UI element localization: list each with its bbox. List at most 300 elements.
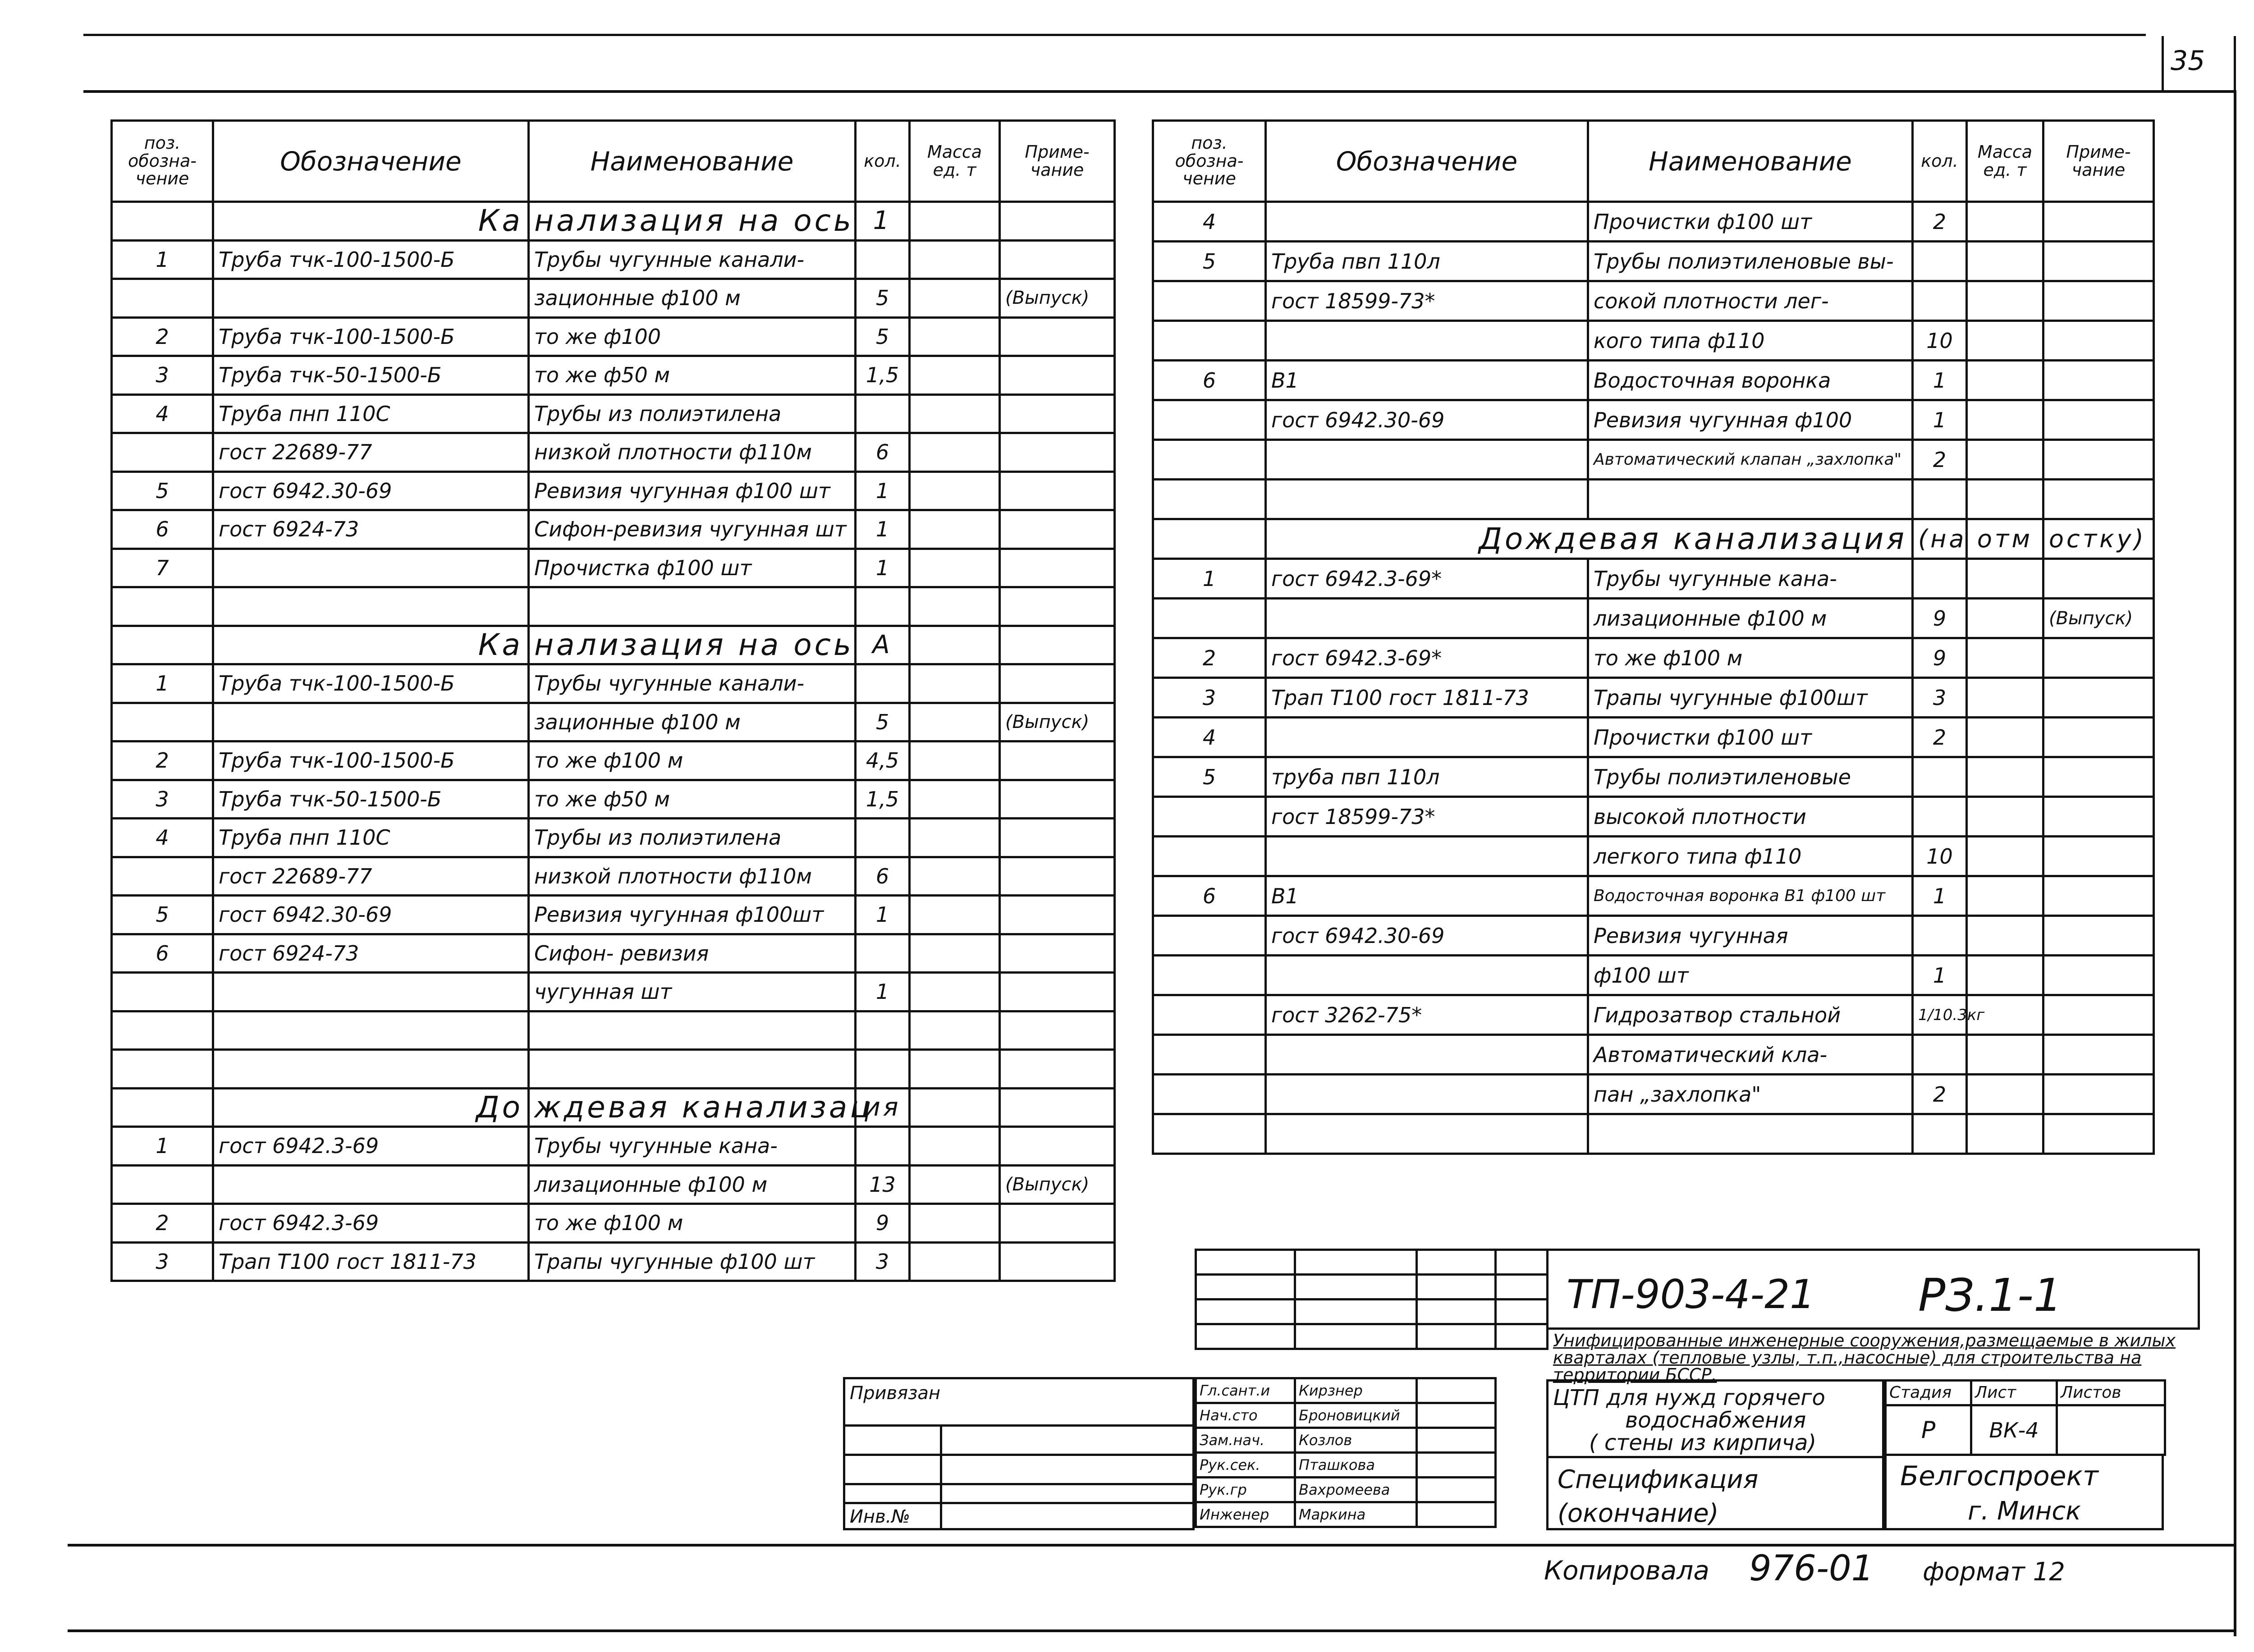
table-cell: труба пвп 110л (1266, 757, 1588, 797)
table-cell (1967, 916, 2043, 956)
table-cell: 5 (1153, 757, 1266, 797)
table-cell (213, 279, 529, 318)
table-cell (1913, 480, 1967, 519)
table-cell: гост 3262-75* (1266, 995, 1588, 1035)
table-cell (1266, 1035, 1588, 1075)
table-cell: то же ф100 м (529, 741, 856, 780)
table-cell: 1 (112, 240, 213, 279)
table-cell (856, 394, 910, 433)
table-cell (1000, 664, 1115, 703)
column-header: поз. обозна- чение (112, 121, 213, 202)
table-cell (910, 549, 1000, 587)
table-row (1153, 281, 2154, 321)
table-cell (2043, 837, 2154, 876)
table-cell (910, 471, 1000, 510)
table-cell: 9 (1913, 638, 1967, 678)
table-cell: то же ф100 (529, 317, 856, 356)
table-cell: 10 (1913, 321, 1967, 361)
table-cell: гост 6942.3-69* (1266, 638, 1588, 678)
table-row (112, 973, 1115, 1011)
table-cell (2043, 400, 2154, 440)
table-cell: 3 (112, 780, 213, 819)
copied-label: Копировала (1544, 1555, 1709, 1586)
table-cell (2043, 757, 2154, 797)
table-cell (2043, 321, 2154, 361)
table-cell: 2 (1913, 718, 1967, 757)
table-cell (2043, 559, 2154, 599)
table-cell (1967, 718, 2043, 757)
table-cell (1967, 440, 2043, 480)
table-cell: Автоматический кла- (1588, 1035, 1913, 1075)
table-cell (213, 1050, 529, 1089)
table-cell (910, 857, 1000, 896)
table-cell (1967, 480, 2043, 519)
table-cell: Труба пнп 110С (213, 819, 529, 857)
table-cell: 1 (856, 549, 910, 587)
signature (1417, 1428, 1496, 1453)
table-cell (910, 317, 1000, 356)
role-label: Рук.сек. (1196, 1453, 1295, 1478)
table-cell: 5 (112, 471, 213, 510)
table-cell: Трубы из полиэтилена (529, 819, 856, 857)
table-cell: 3 (1153, 678, 1266, 718)
table-cell: 6 (112, 510, 213, 549)
table-cell: Сифон-ревизия чугунная шт (529, 510, 856, 549)
table-cell (2043, 995, 2154, 1035)
table-cell: (Выпуск) (1000, 279, 1115, 318)
table-cell (856, 664, 910, 703)
table-cell (1967, 559, 2043, 599)
table-cell: Труба пнп 110С (213, 394, 529, 433)
table-cell: Гидрозатвор стальной (1588, 995, 1913, 1035)
table-cell (1266, 956, 1588, 995)
section-cell (112, 626, 213, 664)
table-cell (1153, 599, 1266, 638)
table-cell: (Выпуск) (1000, 703, 1115, 741)
table-cell (1153, 440, 1266, 480)
table-cell: гост 6942.30-69 (213, 896, 529, 934)
table-cell: 5 (112, 896, 213, 934)
table-cell: 5 (856, 317, 910, 356)
title-block (843, 1249, 2200, 1546)
revision-grid (1195, 1249, 1548, 1350)
sheets-label: Листов (2057, 1381, 2165, 1405)
signature (1417, 1478, 1496, 1502)
object-box (1546, 1379, 1884, 1530)
table-cell (910, 626, 1000, 664)
table-cell (910, 433, 1000, 472)
table-row (112, 433, 1115, 472)
table-cell: 1,5 (856, 780, 910, 819)
table-cell: зационные ф100 м (529, 703, 856, 741)
table-cell (1266, 599, 1588, 638)
table-row (112, 1127, 1115, 1166)
table-cell (1000, 587, 1115, 626)
table-cell: 4 (1153, 202, 1266, 242)
table-row (112, 317, 1115, 356)
table-cell (1967, 242, 2043, 281)
table-cell: 1 (856, 510, 910, 549)
table-cell: гост 6924-73 (213, 510, 529, 549)
table-cell: гост 6942.3-69* (1266, 559, 1588, 599)
table-cell (1266, 718, 1588, 757)
role-person: Кирзнер (1295, 1378, 1417, 1403)
table-cell: 3 (112, 1242, 213, 1281)
table-cell (1967, 321, 2043, 361)
table-cell (1153, 1075, 1266, 1114)
table-cell: 5 (856, 279, 910, 318)
role-person: Пташкова (1295, 1453, 1417, 1478)
table-cell: 1 (1913, 956, 1967, 995)
table-cell (1000, 1127, 1115, 1166)
table-cell: 3 (1913, 678, 1967, 718)
table-cell: 2 (1913, 440, 1967, 480)
table-cell (112, 587, 213, 626)
table-cell (529, 587, 856, 626)
table-cell: гост 6942.30-69 (213, 471, 529, 510)
table-cell (1153, 480, 1266, 519)
table-cell (2043, 281, 2154, 321)
table-cell (1967, 400, 2043, 440)
table-cell (1153, 281, 1266, 321)
table-cell: 1 (856, 896, 910, 934)
left-spec-table (110, 119, 1116, 1282)
table-cell: гост 22689-77 (213, 857, 529, 896)
table-row (112, 549, 1115, 587)
table-cell (1588, 480, 1913, 519)
table-row (1153, 361, 2154, 400)
table-row (1153, 480, 2154, 519)
sheet-code: РЗ.1-1 (1918, 1269, 2062, 1322)
table-cell: Труба тчк-50-1500-Б (213, 780, 529, 819)
table-row (1153, 876, 2154, 916)
table-row (1153, 1075, 2154, 1114)
table-row (112, 857, 1115, 896)
sheet-value: ВК-4 (1971, 1405, 2057, 1455)
table-cell (1266, 1114, 1588, 1154)
table-cell (2043, 956, 2154, 995)
table-cell: Прочистка ф100 шт (529, 549, 856, 587)
section-cell (112, 202, 213, 241)
table-cell: 2 (1913, 1075, 1967, 1114)
table-row (112, 741, 1115, 780)
top-border (83, 34, 2146, 36)
sheet-number: 35 (2171, 45, 2205, 77)
table-cell (1000, 202, 1115, 241)
code-box (1546, 1249, 2200, 1330)
table-cell: Ревизия чугунная ф100 шт (529, 471, 856, 510)
table-cell: Труба тчк-100-1500-Б (213, 240, 529, 279)
table-cell (856, 1127, 910, 1166)
table-cell: 2 (112, 317, 213, 356)
table-row (1153, 916, 2154, 956)
table-cell (1000, 471, 1115, 510)
table-cell (910, 934, 1000, 973)
table-cell: Труба пвп 110л (1266, 242, 1588, 281)
table-row (1153, 757, 2154, 797)
column-header: Масса ед. т (1967, 121, 2043, 202)
table-cell: 4 (112, 394, 213, 433)
table-row (112, 471, 1115, 510)
table-cell (2043, 797, 2154, 837)
table-cell (1000, 1011, 1115, 1050)
table-cell: 4 (1153, 718, 1266, 757)
table-row (1153, 242, 2154, 281)
table-cell (1000, 626, 1115, 664)
table-row (1153, 1114, 2154, 1154)
table-cell (1000, 317, 1115, 356)
signature (1417, 1403, 1496, 1428)
table-cell: пан „захлопка" (1588, 1075, 1913, 1114)
table-row (1153, 837, 2154, 876)
table-cell (1266, 837, 1588, 876)
table-cell: гост 6942.3-69 (213, 1204, 529, 1243)
table-cell (1913, 1114, 1967, 1154)
stage-table (1884, 1379, 2166, 1456)
role-person: Козлов (1295, 1428, 1417, 1453)
table-cell: гост 6924-73 (213, 934, 529, 973)
table-cell (1153, 1035, 1266, 1075)
section-cell: ия (856, 1088, 910, 1127)
table-cell: 6 (1153, 876, 1266, 916)
table-cell (1153, 797, 1266, 837)
table-cell: Ревизия чугунная (1588, 916, 1913, 956)
table-row (112, 934, 1115, 973)
table-cell: гост 6942.30-69 (1266, 916, 1588, 956)
table-cell: Трубы полиэтиленовые (1588, 757, 1913, 797)
table-cell (1000, 240, 1115, 279)
table-row (1153, 797, 2154, 837)
table-cell: 1 (1153, 559, 1266, 599)
table-cell: 2 (112, 1204, 213, 1243)
table-cell: то же ф100 м (529, 1204, 856, 1243)
privyazan-box (843, 1377, 1195, 1530)
role-label: Рук.гр (1196, 1478, 1295, 1502)
table-cell (1967, 361, 2043, 400)
table-cell: 1 (1913, 361, 1967, 400)
stage-label: Стадия (1886, 1381, 1971, 1405)
table-cell: 1 (112, 1127, 213, 1166)
table-cell (1967, 956, 2043, 995)
table-row (112, 202, 1115, 241)
table-cell (1153, 1114, 1266, 1154)
table-cell: 3 (856, 1242, 910, 1281)
table-cell (910, 1088, 1000, 1127)
table-cell (1000, 356, 1115, 395)
copy-number: 976-01 (1749, 1548, 1874, 1589)
table-cell (2043, 876, 2154, 916)
table-cell: Ревизия чугунная ф100 (1588, 400, 1913, 440)
table-cell: Трап Т100 гост 1811-73 (213, 1242, 529, 1281)
table-cell: гост 6942.30-69 (1266, 400, 1588, 440)
table-cell (910, 394, 1000, 433)
object-title-2: водоснабжения (1625, 1408, 1806, 1433)
table-cell (213, 1011, 529, 1050)
table-row (1153, 202, 2154, 242)
table-cell (1967, 837, 2043, 876)
table-cell: Трубы чугунные кана- (529, 1127, 856, 1166)
table-cell (910, 240, 1000, 279)
signature (1417, 1453, 1496, 1478)
table-cell (910, 703, 1000, 741)
doc-title-2: (окончание) (1558, 1499, 1719, 1528)
table-cell (1913, 1035, 1967, 1075)
table-cell (1266, 202, 1588, 242)
table-cell (856, 587, 910, 626)
table-cell: гост 18599-73* (1266, 797, 1588, 837)
sheet-label: Лист (1971, 1381, 2057, 1405)
table-cell: (Выпуск) (2043, 599, 2154, 638)
table-cell (910, 587, 1000, 626)
table-cell (1153, 916, 1266, 956)
table-row (112, 587, 1115, 626)
table-cell: 9 (1913, 599, 1967, 638)
column-header: Масса ед. т (910, 121, 1000, 202)
table-cell (1967, 1114, 2043, 1154)
table-row (1153, 718, 2154, 757)
table-row (1153, 559, 2154, 599)
role-person: Маркина (1295, 1502, 1417, 1527)
right-spec-table (1152, 119, 2155, 1155)
section-cell: нализация на ось (529, 202, 856, 241)
table-cell (1000, 780, 1115, 819)
table-cell: Трубы чугунные канали- (529, 240, 856, 279)
table-cell: Труба тчк-100-1500-Б (213, 664, 529, 703)
table-cell (910, 896, 1000, 934)
table-cell (213, 1165, 529, 1204)
section-cell: Ка (213, 202, 529, 241)
table-cell (112, 433, 213, 472)
table-cell (910, 356, 1000, 395)
section-cell: (на (1913, 519, 1967, 559)
table-cell (1266, 440, 1588, 480)
table-row (112, 356, 1115, 395)
table-cell: В1 (1266, 876, 1588, 916)
table-cell (1913, 559, 1967, 599)
table-cell (910, 1165, 1000, 1204)
role-label: Нач.сто (1196, 1403, 1295, 1428)
table-cell (112, 973, 213, 1011)
privyazan-label: Привязан (850, 1383, 941, 1404)
table-cell: 3 (112, 356, 213, 395)
table-cell: Трубы чугунные кана- (1588, 559, 1913, 599)
frame-right-outer (2234, 36, 2236, 92)
table-cell: 10 (1913, 837, 1967, 876)
table-row (112, 1204, 1115, 1243)
format-label: формат 12 (1923, 1557, 2065, 1587)
frame-bottom (68, 1629, 2236, 1632)
table-cell (910, 664, 1000, 703)
table-cell (1913, 242, 1967, 281)
column-header: кол. (856, 121, 910, 202)
table-cell: высокой плотности (1588, 797, 1913, 837)
table-cell (1000, 819, 1115, 857)
table-cell (1967, 757, 2043, 797)
table-cell: Ревизия чугунная ф100шт (529, 896, 856, 934)
table-row (112, 626, 1115, 664)
table-cell (1967, 876, 2043, 916)
table-cell: то же ф50 м (529, 356, 856, 395)
table-cell (529, 1050, 856, 1089)
column-header: поз. обозна- чение (1153, 121, 1266, 202)
table-cell: низкой плотности ф110м (529, 433, 856, 472)
table-cell (112, 1050, 213, 1089)
table-cell: 7 (112, 549, 213, 587)
table-cell (1000, 510, 1115, 549)
table-cell: то же ф50 м (529, 780, 856, 819)
table-cell: 13 (856, 1165, 910, 1204)
table-cell (856, 819, 910, 857)
table-row (112, 780, 1115, 819)
table-cell: Трапы чугунные ф100шт (1588, 678, 1913, 718)
table-cell (1000, 973, 1115, 1011)
project-code: ТП-903-4-21 (1567, 1271, 1815, 1318)
table-cell: ф100 шт (1588, 956, 1913, 995)
table-cell: гост 6942.3-69 (213, 1127, 529, 1166)
table-cell (529, 1011, 856, 1050)
table-row (112, 703, 1115, 741)
table-cell (1588, 1114, 1913, 1154)
table-cell: Трубы из полиэтилена (529, 394, 856, 433)
table-cell (1153, 956, 1266, 995)
table-cell (1153, 995, 1266, 1035)
table-cell (856, 1050, 910, 1089)
table-cell (213, 973, 529, 1011)
table-cell (1000, 1088, 1115, 1127)
column-header: Наименование (529, 121, 856, 202)
table-cell: 2 (112, 741, 213, 780)
table-row (1153, 321, 2154, 361)
table-cell (1000, 896, 1115, 934)
table-row (112, 510, 1115, 549)
table-cell: 1/10.3кг (1913, 995, 1967, 1035)
table-row (1153, 1035, 2154, 1075)
table-cell: чугунная шт (529, 973, 856, 1011)
table-cell: Труба тчк-100-1500-Б (213, 317, 529, 356)
table-cell: гост 18599-73* (1266, 281, 1588, 321)
section-cell: ждевая канализац (529, 1088, 856, 1127)
table-cell: 6 (856, 433, 910, 472)
table-cell: Водосточная воронка (1588, 361, 1913, 400)
table-cell: низкой плотности ф110м (529, 857, 856, 896)
table-cell (1153, 321, 1266, 361)
table-cell: легкого типа ф110 (1588, 837, 1913, 876)
table-cell (910, 973, 1000, 1011)
table-cell: Трап Т100 гост 1811-73 (1266, 678, 1588, 718)
table-cell (1913, 281, 1967, 321)
table-row (1153, 599, 2154, 638)
table-cell: зационные ф100 м (529, 279, 856, 318)
table-row (1153, 956, 2154, 995)
table-cell (1000, 549, 1115, 587)
table-cell: гост 22689-77 (213, 433, 529, 472)
table-cell (2043, 202, 2154, 242)
table-cell (1967, 1035, 2043, 1075)
signature (1417, 1378, 1496, 1403)
org-box (1884, 1454, 2164, 1530)
table-row (1153, 995, 2154, 1035)
table-cell (1913, 797, 1967, 837)
roles-table (1195, 1377, 1497, 1528)
table-cell: 9 (856, 1204, 910, 1243)
table-cell (910, 1050, 1000, 1089)
role-label: Гл.сант.и (1196, 1378, 1295, 1403)
section-cell: остку) (2043, 519, 2154, 559)
table-cell (2043, 916, 2154, 956)
table-cell (1000, 741, 1115, 780)
table-cell (2043, 440, 2154, 480)
table-cell: 6 (1153, 361, 1266, 400)
